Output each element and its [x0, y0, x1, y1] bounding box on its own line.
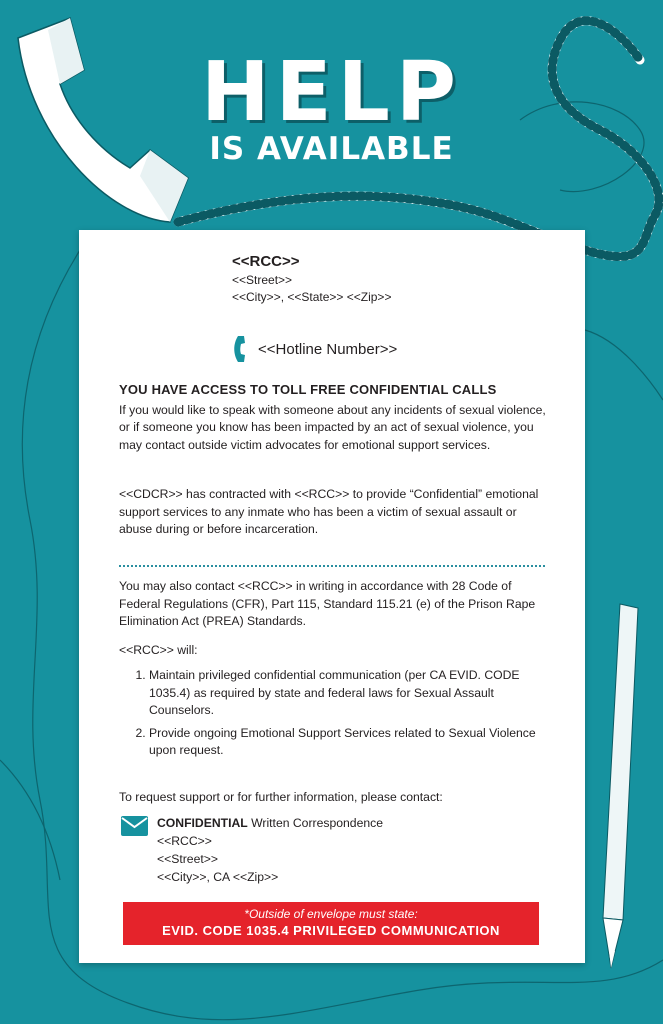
rcc-street: <<Street>>	[232, 273, 293, 287]
confidential-label: CONFIDENTIAL	[157, 816, 248, 830]
commitments-list	[131, 667, 559, 765]
banner-note: *Outside of envelope must state:	[244, 907, 418, 921]
list-item: 2. Provide ongoing Emotional Support Services related to Sexual Violence upon request.	[149, 725, 559, 760]
mail-city-line: <<City>>, CA <<Zip>>	[157, 870, 279, 884]
list-item: 1. Maintain privileged confidential communication (per CA EVID. CODE 1035.4) as required by state and federal laws for Sexual Assault Counselors.	[149, 667, 559, 720]
mail-address	[157, 814, 383, 886]
envelope-notice-banner	[123, 902, 539, 945]
mail-org: <<RCC>>	[157, 834, 212, 848]
mail-block-icon-wrap	[121, 816, 148, 841]
rcc-name: <<RCC>>	[232, 253, 300, 270]
pencil-illustration	[603, 604, 638, 968]
hotline-number: <<Hotline Number>>	[258, 340, 398, 358]
dotted-divider	[119, 565, 545, 567]
intro-block	[119, 381, 549, 454]
hotline	[234, 334, 397, 364]
phone-icon	[234, 334, 250, 364]
request-paragraph: To request support or for further information, please contact:	[119, 790, 443, 804]
intro-paragraph: If you would like to speak with someone about any incidents of sexual violence, or if someone you know has been impacted by an act of sexual violence, you may contact outside victim advocates for emotional support services.	[119, 402, 546, 452]
envelope-icon	[121, 816, 148, 836]
correspondence-label: Written Correspondence	[247, 816, 383, 830]
rcc-city-line: <<City>>, <<State>> <<Zip>>	[232, 290, 392, 304]
rcc-will-label: <<RCC>> will:	[119, 643, 198, 657]
contract-paragraph: <<CDCR>> has contracted with <<RCC>> to provide “Confidential” emotional support services to any inmate who has been a victim of sexual assault or abuse during or before incarceration.	[119, 487, 539, 536]
rcc-address	[232, 252, 391, 306]
mail-street: <<Street>>	[157, 852, 218, 866]
page-subtitle: IS AVAILABLE	[209, 131, 454, 167]
writing-paragraph: You may also contact <<RCC>> in writing in accordance with 28 Code of Federal Regulations (CFR), Part 115, Standard 115.21 (e) of the Prison Rape Elimination Act (PREA) Standards.	[119, 579, 536, 628]
info-card	[79, 230, 585, 963]
banner-code: EVID. CODE 1035.4 PRIVILEGED COMMUNICATION	[162, 923, 500, 938]
page-title: HELP	[201, 45, 462, 140]
section-heading: YOU HAVE ACCESS TO TOLL FREE CONFIDENTIAL CALLS	[119, 382, 497, 397]
